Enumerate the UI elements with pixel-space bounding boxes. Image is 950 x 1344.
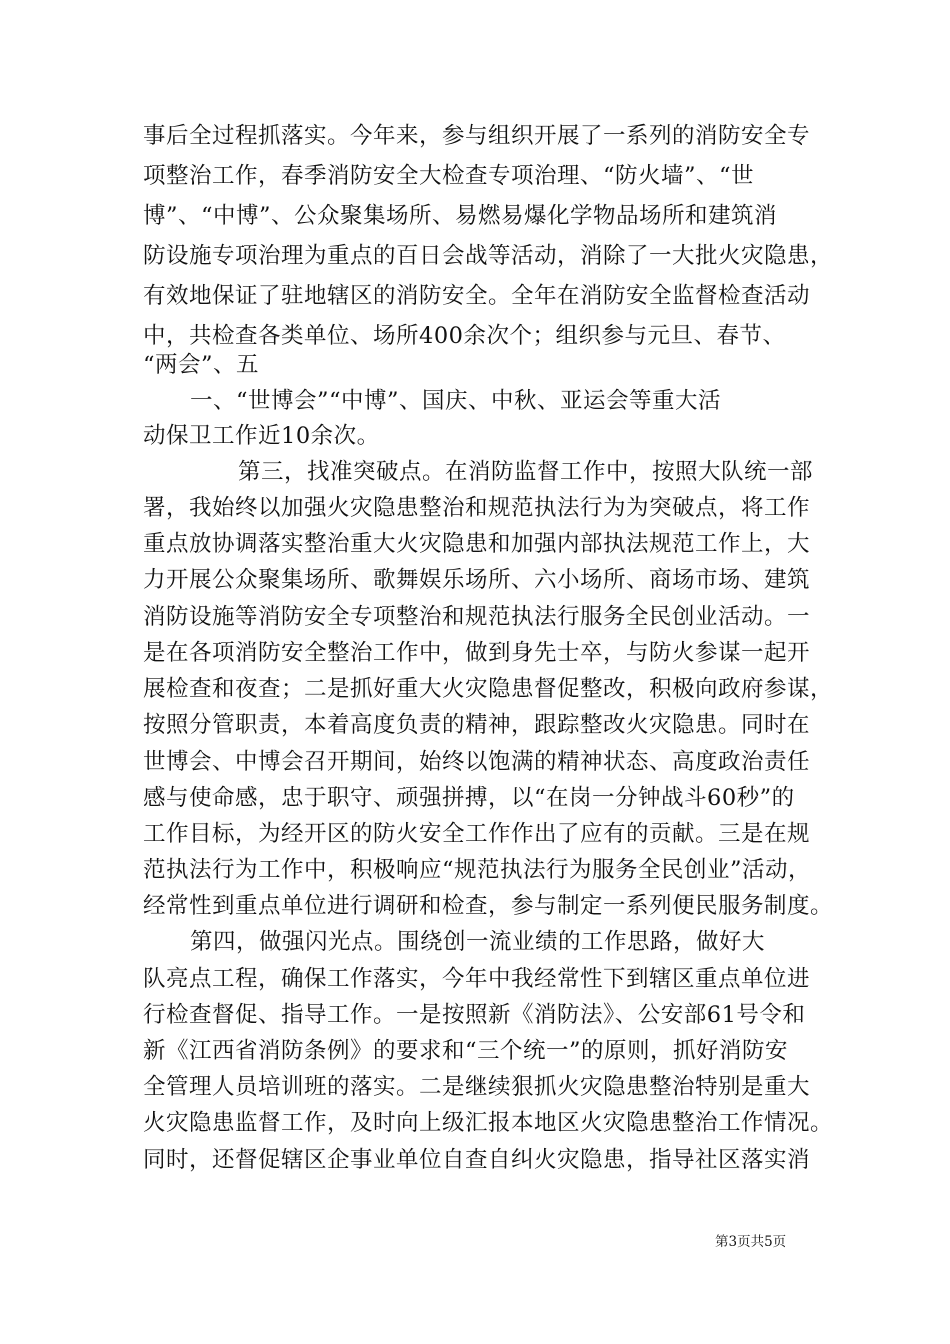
text-line: 感与使命感，忠于职守、顽强拼搏，以“在岗一分钟战斗60秒”的 (143, 785, 795, 811)
text-line: 行检查督促、指导工作。一是按照新《消防法》、公安部61号令和 (143, 1002, 806, 1028)
text-line: 博”、“中博”、公众聚集场所、易燃易爆化学物品场所和建筑消 (143, 203, 778, 229)
text-line: 第三，找准突破点。在消防监督工作中，按照大队统一部 (238, 459, 814, 485)
text-line: 防设施专项治理为重点的百日会战等活动，消除了一大批火灾隐患， (143, 243, 834, 269)
text-line: 重点放协调落实整治重大火灾隐患和加强内部执法规范工作上，大 (143, 531, 811, 557)
text-line: 一、“世博会”“中博”、国庆、中秋、亚运会等重大活 (190, 388, 722, 414)
text-line: 工作目标，为经开区的防火安全工作作出了应有的贡献。三是在规 (143, 821, 811, 847)
text-line: 动保卫工作近10余次。 (143, 423, 380, 449)
text-line: 按照分管职责，本着高度负责的精神，跟踪整改火灾隐患。同时在 (143, 712, 811, 738)
text-line: 事后全过程抓落实。今年来，参与组织开展了一系列的消防安全专 (143, 123, 811, 149)
text-line: 范执法行为工作中，积极响应“规范执法行为服务全民创业”活动， (143, 857, 812, 883)
text-line: 新《江西省消防条例》的要求和“三个统一”的原则，抓好消防安 (143, 1038, 789, 1064)
text-line: 队亮点工程，确保工作落实，今年中我经常性下到辖区重点单位进 (143, 966, 811, 992)
text-line: 署，我始终以加强火灾隐患整治和规范执法行为为突破点，将工作 (143, 495, 811, 521)
text-line: 是在各项消防安全整治工作中，做到身先士卒，与防火参谋一起开 (143, 640, 811, 666)
page-number: 第3页共5页 (715, 1234, 787, 1250)
text-line: “两会”、五 (143, 352, 260, 378)
text-line: 消防设施等消防安全专项整治和规范执法行服务全民创业活动。一 (143, 604, 811, 630)
text-line: 世博会、中博会召开期间，始终以饱满的精神状态、高度政治责任 (143, 749, 811, 775)
text-line: 中，共检查各类单位、场所400余次个；组织参与元旦、春节、 (143, 323, 786, 349)
text-line: 经常性到重点单位进行调研和检查，参与制定一系列便民服务制度。 (143, 893, 834, 919)
text-line: 力开展公众聚集场所、歌舞娱乐场所、六小场所、商场市场、建筑 (143, 567, 811, 593)
text-line: 同时，还督促辖区企事业单位自查自纠火灾隐患，指导社区落实消 (143, 1147, 811, 1173)
text-line: 火灾隐患监督工作，及时向上级汇报本地区火灾隐患整治工作情况。 (143, 1110, 834, 1136)
text-line: 有效地保证了驻地辖区的消防安全。全年在消防安全监督检查活动 (143, 283, 811, 309)
text-line: 项整治工作，春季消防安全大检查专项治理、“防火墙”、“世 (143, 163, 755, 189)
text-line: 第四，做强闪光点。围绕创一流业绩的工作思路，做好大 (190, 929, 766, 955)
text-line: 展检查和夜查；二是抓好重大火灾隐患督促整改，积极向政府参谋， (143, 676, 834, 702)
text-line: 全管理人员培训班的落实。二是继续狠抓火灾隐患整治特别是重大 (143, 1074, 811, 1100)
